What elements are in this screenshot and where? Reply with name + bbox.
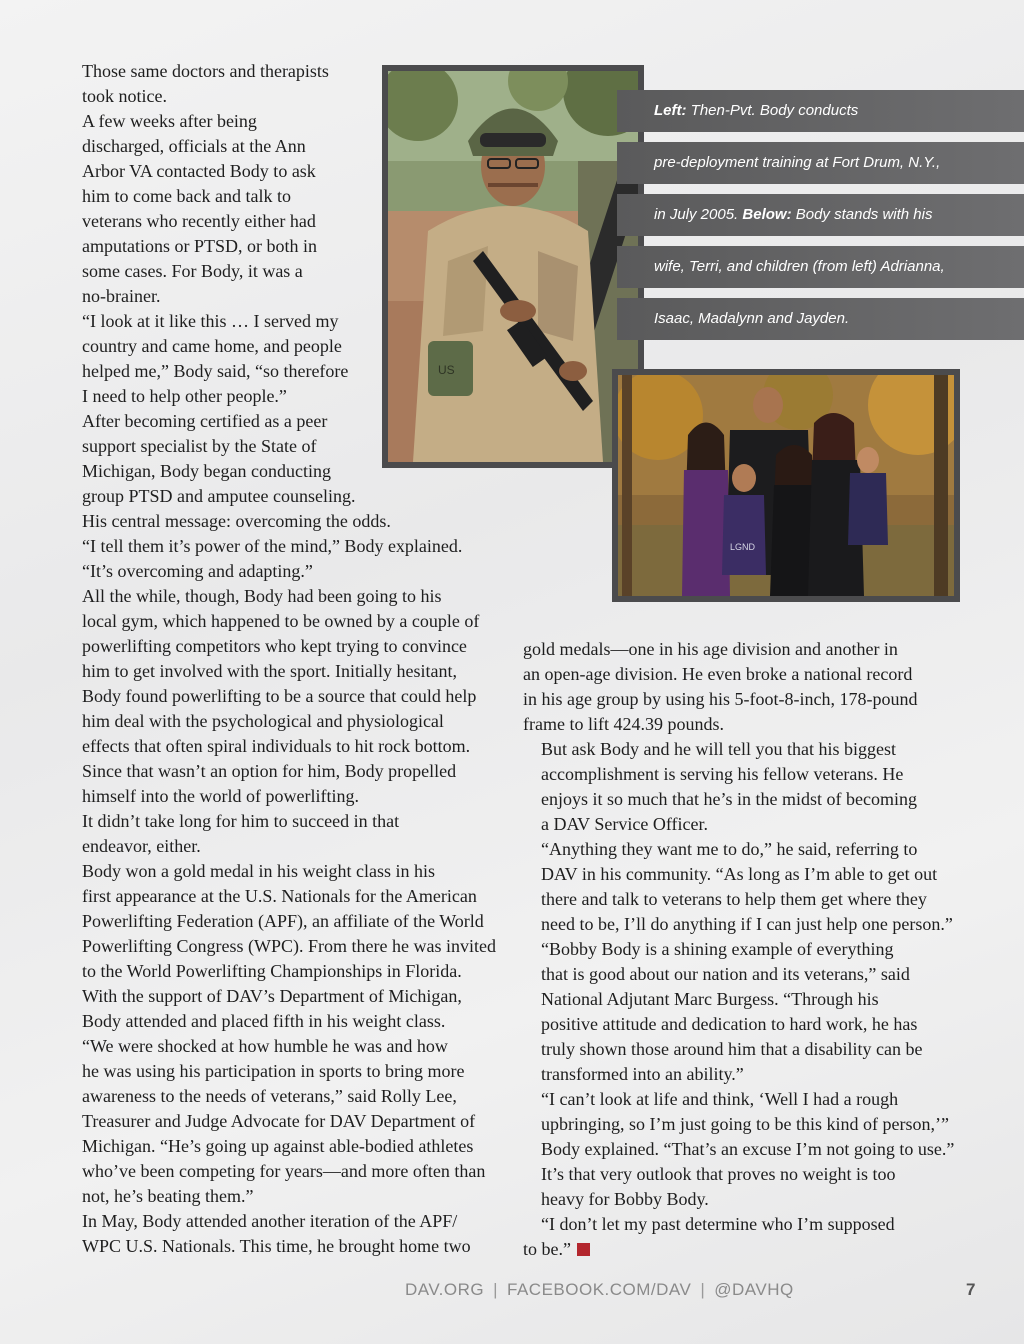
article-line: heavy for Bobby Body. (541, 1189, 709, 1209)
footer-facebook-link[interactable]: FACEBOOK.COM/DAV (507, 1280, 692, 1299)
caption-text: in July 2005. (654, 206, 743, 223)
article-line: It’s that very outlook that proves no weight is too (541, 1164, 896, 1184)
article-paragraph (64, 1209, 514, 1259)
article-line: WPC U.S. Nationals. This time, he brought home two (82, 1236, 471, 1256)
article-paragraph (64, 1034, 514, 1209)
article-line: veterans who recently either had (82, 211, 316, 231)
article-line: amputations or PTSD, or both in (82, 236, 317, 256)
article-line: Powerlifting Congress (WPC). From there he was invited (82, 936, 496, 956)
article-line: country and came home, and people (82, 336, 342, 356)
article-line: “I look at it like this … I served my (82, 311, 339, 331)
article-line: to be.” (523, 1239, 571, 1259)
article-paragraph (523, 1087, 973, 1162)
article-line: Michigan. “He’s going up against able-bodied athletes (82, 1136, 474, 1156)
caption-text: Then-Pvt. Body conducts (686, 102, 859, 119)
article-paragraph (64, 584, 514, 809)
article-line: took notice. (82, 86, 167, 106)
article-line: him to come back and talk to (82, 186, 291, 206)
family-photo-image (618, 375, 954, 596)
article-line: Those same doctors and therapists (82, 61, 329, 81)
article-line: no-brainer. (82, 286, 161, 306)
article-line: Body attended and placed fifth in his weight class. (82, 1011, 446, 1031)
article-paragraph (64, 534, 514, 584)
article-line: that is good about our nation and its veterans,” said (541, 964, 910, 984)
article-line: an open-age division. He even broke a national record (523, 664, 913, 684)
article-paragraph (64, 809, 514, 859)
article-line: gold medals—one in his age division and another in (523, 639, 898, 659)
article-line: discharged, officials at the Ann (82, 136, 306, 156)
family-photo (612, 369, 960, 602)
article-paragraph (523, 837, 973, 937)
article-line: not, he’s beating them.” (82, 1186, 254, 1206)
article-line: With the support of DAV’s Department of Michigan, (82, 986, 462, 1006)
caption-line-5 (617, 298, 1024, 340)
page-number: 7 (966, 1280, 976, 1299)
article-line: some cases. For Body, it was a (82, 261, 303, 281)
photo-shirt-text: LGND (730, 542, 756, 552)
end-mark-icon (577, 1243, 590, 1256)
article-line: Arbor VA contacted Body to ask (82, 161, 316, 181)
article-line: Since that wasn’t an option for him, Body propelled (82, 761, 457, 781)
article-line: upbringing, so I’m just going to be this kind of person,’” (541, 1114, 949, 1134)
article-paragraph (523, 937, 973, 1087)
article-line: transformed into an ability.” (541, 1064, 744, 1084)
footer-social-handle[interactable]: @DAVHQ (714, 1280, 794, 1299)
caption-text: Isaac, Madalynn and Jayden. (654, 310, 850, 327)
caption-line-2 (617, 142, 1024, 184)
article-line: Michigan, Body began conducting (82, 461, 331, 481)
caption-bold-below: Below: (742, 206, 792, 223)
article-line: there and talk to veterans to help them get where they (541, 889, 927, 909)
article-line: A few weeks after being (82, 111, 257, 131)
article-line: Body explained. “That’s an excuse I’m not going to use.” (541, 1139, 955, 1159)
article-line: Treasurer and Judge Advocate for DAV Department of (82, 1111, 476, 1131)
caption-line-4 (617, 246, 1024, 288)
article-line: in his age group by using his 5-foot-8-inch, 178-pound (523, 689, 918, 709)
article-line: enjoys it so much that he’s in the midst of becoming (541, 789, 917, 809)
soldier-photo (382, 65, 644, 468)
article-line: effects that often spiral individuals to hit rock bottom. (82, 736, 471, 756)
article-paragraph (523, 1162, 973, 1212)
soldier-photo-image (388, 71, 638, 462)
article-line: “I can’t look at life and think, ‘Well I had a rough (541, 1089, 899, 1109)
caption-text: pre-deployment training at Fort Drum, N.Y., (654, 154, 941, 171)
footer-separator: | (700, 1280, 706, 1299)
article-column-right (523, 637, 973, 1262)
article-line: But ask Body and he will tell you that his biggest (541, 739, 896, 759)
article-line: a DAV Service Officer. (541, 814, 708, 834)
article-line: he was using his participation in sports to bring more (82, 1061, 465, 1081)
article-line: positive attitude and dedication to hard work, he has (541, 1014, 918, 1034)
article-line: Powerlifting Federation (APF), an affiliate of the World (82, 911, 484, 931)
article-line: first appearance at the U.S. Nationals for the American (82, 886, 477, 906)
article-line: himself into the world of powerlifting. (82, 786, 359, 806)
article-line: group PTSD and amputee counseling. (82, 486, 356, 506)
caption-bold-left: Left: (654, 102, 687, 119)
article-paragraph (523, 737, 973, 837)
caption-line-3 (617, 194, 1024, 236)
article-line: to the World Powerlifting Championships in Florida. (82, 961, 462, 981)
article-paragraph (523, 1212, 973, 1262)
article-line: “We were shocked at how humble he was and how (82, 1036, 448, 1056)
article-paragraph (64, 859, 514, 1034)
article-line: I need to help other people.” (82, 386, 287, 406)
footer-site-link[interactable]: DAV.ORG (405, 1280, 485, 1299)
article-line: Body found powerlifting to be a source that could help (82, 686, 477, 706)
article-line: need to be, I’ll do anything if I can just help one person.” (541, 914, 953, 934)
article-line: DAV in his community. “As long as I’m able to get out (541, 864, 938, 884)
article-line: It didn’t take long for him to succeed in that (82, 811, 400, 831)
article-line: who’ve been competing for years—and more often than (82, 1161, 486, 1181)
article-line: awareness to the needs of veterans,” said Rolly Lee, (82, 1086, 457, 1106)
caption-text: Body stands with his (791, 206, 933, 223)
article-line: accomplishment is serving his fellow veterans. He (541, 764, 904, 784)
article-line: Body won a gold medal in his weight class in his (82, 861, 435, 881)
article-line: local gym, which happened to be owned by a couple of (82, 611, 480, 631)
article-line: In May, Body attended another iteration of the APF/ (82, 1211, 458, 1231)
footer-separator: | (493, 1280, 499, 1299)
article-line: After becoming certified as a peer (82, 411, 328, 431)
article-line: “I tell them it’s power of the mind,” Body explained. (82, 536, 463, 556)
page-footer (0, 1278, 1024, 1302)
article-line: “Anything they want me to do,” he said, referring to (541, 839, 918, 859)
article-line: “I don’t let my past determine who I’m supposed (541, 1214, 895, 1234)
article-paragraph (523, 637, 973, 737)
article-line: endeavor, either. (82, 836, 201, 856)
article-line: truly shown those around him that a disability can be (541, 1039, 923, 1059)
article-line: National Adjutant Marc Burgess. “Through his (541, 989, 879, 1009)
article-line: “It’s overcoming and adapting.” (82, 561, 313, 581)
article-line: “Bobby Body is a shining example of everything (541, 939, 894, 959)
article-line: powerlifting competitors who kept trying to convince (82, 636, 467, 656)
article-line: him deal with the psychological and physiological (82, 711, 444, 731)
caption-line-1 (617, 90, 1024, 132)
article-line: frame to lift 424.39 pounds. (523, 714, 724, 734)
article-line: All the while, though, Body had been going to his (82, 586, 442, 606)
footer-links (405, 1280, 794, 1300)
caption-text: wife, Terri, and children (from left) Adrianna, (654, 258, 945, 275)
article-line: His central message: overcoming the odds. (82, 511, 391, 531)
article-line: him to get involved with the sport. Initially hesitant, (82, 661, 457, 681)
article-line: helped me,” Body said, “so therefore (82, 361, 349, 381)
article-line: support specialist by the State of (82, 436, 317, 456)
photo-patch-text: US (438, 363, 455, 377)
